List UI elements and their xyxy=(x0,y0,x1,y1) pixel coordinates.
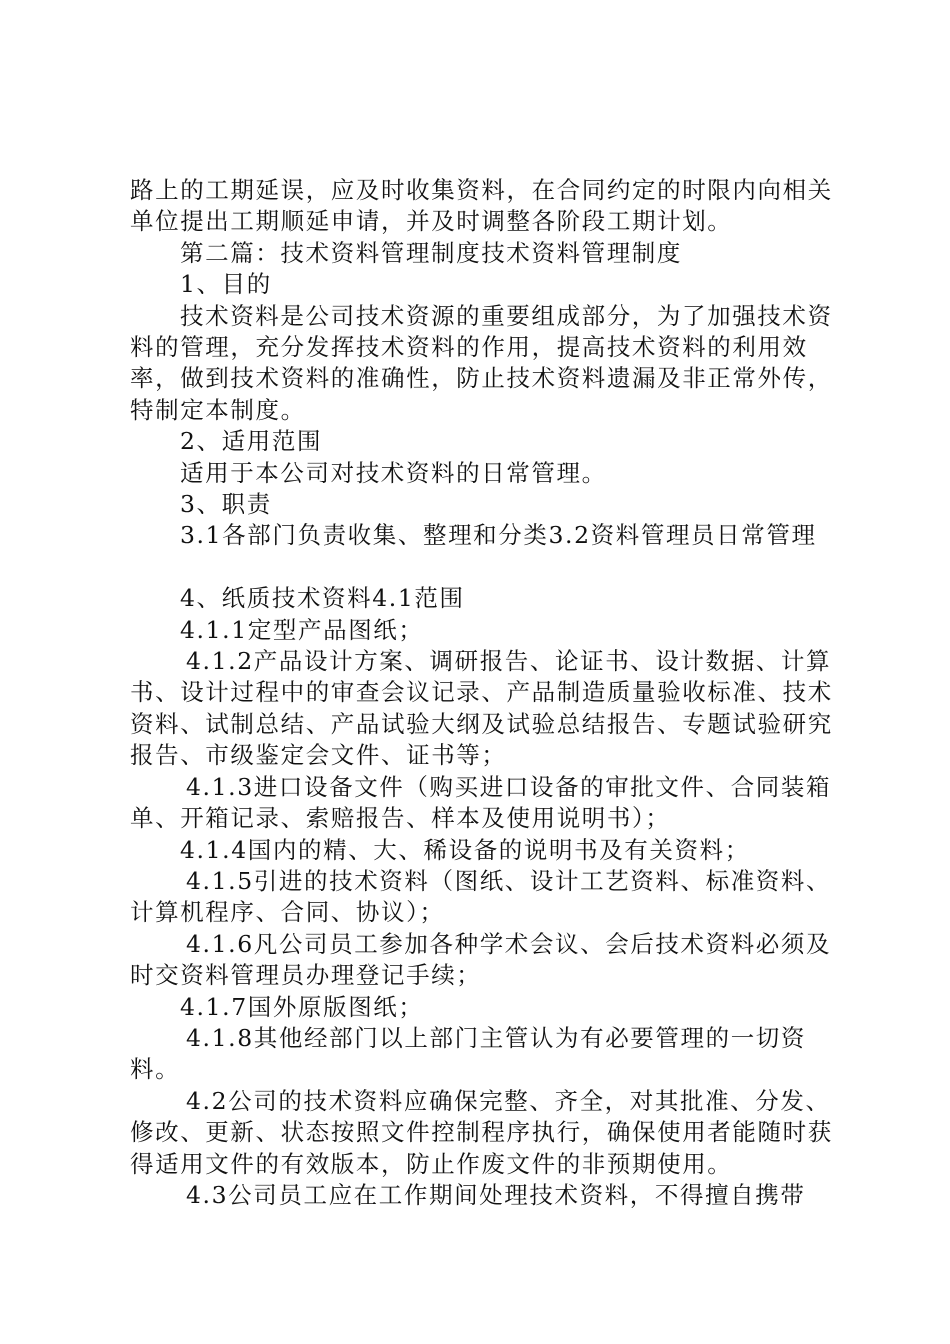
heading-duties: 3、职责 xyxy=(180,490,272,519)
paragraph-continuation: 路上的工期延误，应及时收集资料，在合同约定的时限内向相关单位提出工期顺延申请，并及时调整各阶段工期计划。 xyxy=(130,176,833,236)
item-4-3: 4.3公司员工应在工作期间处理技术资料，不得擅自携带 xyxy=(186,1180,806,1209)
paragraph-purpose: 技术资料是公司技术资源的重要组成部分，为了加强技术资料的管理，充分发挥技术资料的作用，提高技术资料的利用效率，做到技术资料的准确性，防止技术资料遗漏及非正常外传，特制定本制度。 xyxy=(130,301,833,424)
item-4-1-4: 4.1.4国内的精、大、稀设备的说明书及有关资料； xyxy=(180,835,750,864)
document-body xyxy=(130,175,840,1211)
item-4-1-6: 4.1.6凡公司员工参加各种学术会议、会后技术资料必须及时交资料管理员办理登记手续； xyxy=(130,929,832,990)
section-title: 第二篇：技术资料管理制度技术资料管理制度 xyxy=(180,238,682,267)
heading-paper-materials: 4、纸质技术资料4.1范围 xyxy=(180,584,465,613)
item-4-1-5: 4.1.5引进的技术资料（图纸、设计工艺资料、标准资料、计算机程序、合同、协议）； xyxy=(130,866,832,927)
item-4-1-3: 4.1.3进口设备文件（购买进口设备的审批文件、合同装箱单、开箱记录、索赔报告、样本及使用说明书）； xyxy=(130,772,832,833)
item-4-1-7: 4.1.7国外原版图纸； xyxy=(180,992,424,1021)
item-4-1-8: 4.1.8其他经部门以上部门主管认为有必要管理的一切资料。 xyxy=(130,1023,806,1084)
heading-scope: 2、适用范围 xyxy=(180,427,323,456)
item-4-1-1: 4.1.1定型产品图纸； xyxy=(180,615,424,644)
blank-line xyxy=(130,552,840,583)
paragraph-scope: 适用于本公司对技术资料的日常管理。 xyxy=(180,458,607,487)
paragraph-duties: 3.1各部门负责收集、整理和分类3.2资料管理员日常管理 xyxy=(180,521,817,550)
item-4-1-2: 4.1.2产品设计方案、调研报告、论证书、设计数据、计算书、设计过程中的审查会议记录、产品制造质量验收标准、技术资料、试制总结、产品试验大纲及试验总结报告、专题试验研究报告、市级鉴定会文件、证书等； xyxy=(130,647,833,770)
item-4-2: 4.2公司的技术资料应确保完整、齐全，对其批准、分发、修改、更新、状态按照文件控制程序执行，确保使用者能随时获得适用文件的有效版本，防止作废文件的非预期使用。 xyxy=(130,1086,833,1178)
heading-purpose: 1、目的 xyxy=(180,270,272,299)
